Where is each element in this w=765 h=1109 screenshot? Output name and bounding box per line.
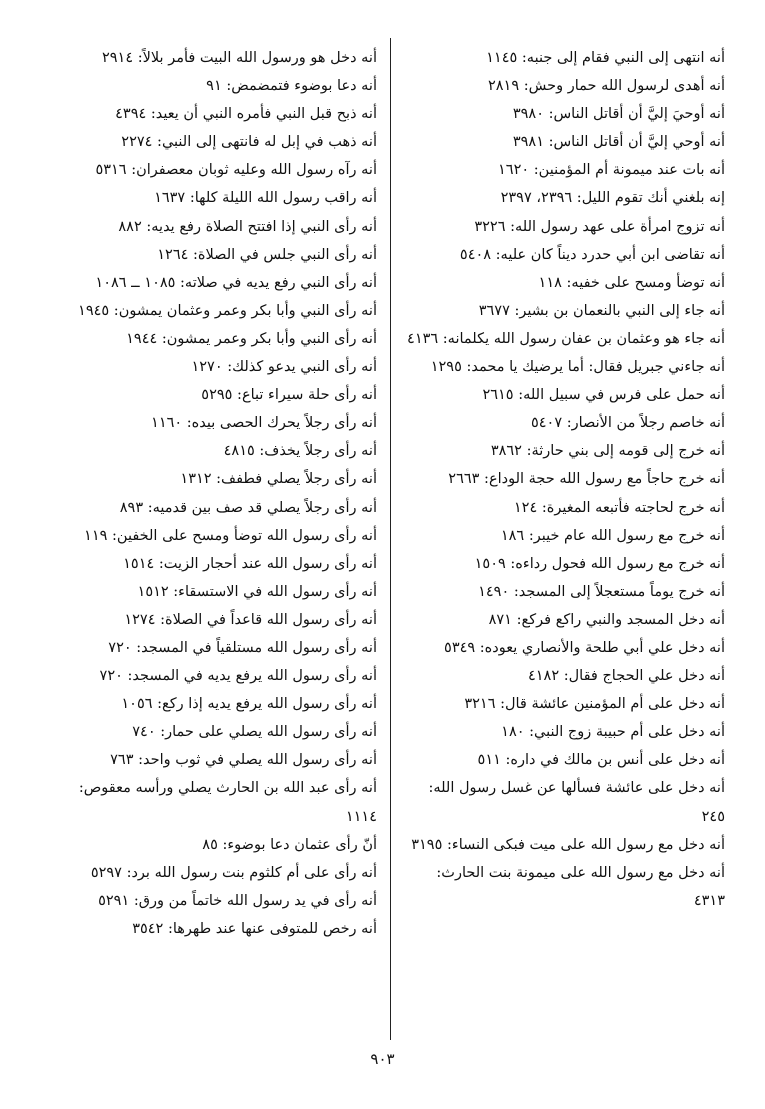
index-entry: أنه رأى رجلاً يصلي فطفف: ١٣١٢ — [180, 471, 377, 488]
index-entry: أنه رأى حلة سيراء تباع: ٥٢٩٥ — [201, 387, 377, 404]
index-entry: أنه دخل مع رسول الله على ميت فبكى النساء: ٣١٩٥ — [411, 836, 725, 853]
index-entry: أنّ رأى عثمان دعا بوضوء: ٨٥ — [202, 836, 377, 853]
index-entry: أنه دخل على عائشة فسألها عن غسل رسول الله: ٢٤٥ — [428, 780, 725, 825]
index-entry: أنه أوحي إليَّ أن أقاتل الناس: ٣٩٨١ — [512, 134, 725, 151]
index-entry: أنه رخص للمتوفى عنها عند طهرها: ٣٥٤٢ — [132, 920, 377, 937]
index-entry: أنه خرج إلى قومه إلى بني حارثة: ٣٨٦٢ — [490, 443, 725, 460]
index-entry: أنه رأى رجلاً يحرك الحصى بيده: ١١٦٠ — [151, 415, 377, 432]
index-entry: أنه رأى عبد الله بن الحارث يصلي ورأسه معقوص: ١١١٤ — [78, 780, 377, 825]
index-entry: أنه توضأ ومسح على خفيه: ١١٨ — [538, 274, 725, 291]
index-entry: أنه رأى رسول الله في الاستسقاء: ١٥١٢ — [137, 583, 377, 600]
index-entry: أنه دخل مع رسول الله على ميمونة بنت الحارث: ٤٣١٣ — [436, 864, 725, 909]
column-divider — [390, 38, 391, 1040]
index-entry: أنه دخل على أنس بن مالك في داره: ٥١١ — [477, 752, 725, 769]
index-entry: أنه خرج حاجاً مع رسول الله حجة الوداع: ٢٦٦٣ — [448, 471, 725, 488]
index-entry: أنه رأى رسول الله يرفع يديه في المسجد: ٧٢٠ — [99, 668, 377, 685]
index-entry: أنه رأى النبي رفع يديه في صلاته: ١٠٨٥ ــ ١٠٨٦ — [95, 274, 377, 291]
index-entry: أنه رأى رسول الله قاعداً في الصلاة: ١٢٧٤ — [124, 611, 377, 628]
index-entry: أنه رأى رسول الله يرفع يديه إذا ركع: ١٠٥٦ — [121, 696, 377, 713]
index-entry: أنه رآه رسول الله وعليه ثوبان معصفران: ٥٣١٦ — [95, 162, 377, 179]
index-entry: أنه جاءني جبريل فقال: أما يرضيك يا محمد: ١٢٩٥ — [430, 359, 725, 376]
index-entry: أنه رأى رجلاً يصلي قد صف بين قدميه: ٨٩٣ — [119, 499, 377, 516]
index-entry: أنه رأى النبي جلس في الصلاة: ١٢٦٤ — [157, 246, 377, 263]
index-entry: أنه دخل على أم حبيبة زوج النبي: ١٨٠ — [501, 724, 725, 741]
index-entry: أنه رأى رجلاً يخذف: ٤٨١٥ — [223, 443, 377, 460]
index-entry: أنه رأى رسول الله عند أحجار الزيت: ١٥١٤ — [123, 555, 377, 572]
index-entry: أنه انتهى إلى النبي فقام إلى جنبه: ١١٤٥ — [486, 50, 725, 66]
index-entry: أنه رأى رسول الله يصلي على حمار: ٧٤٠ — [132, 724, 377, 741]
index-entry: أنه رأى رسول الله يصلي في ثوب واحد: ٧٦٣ — [110, 752, 377, 769]
index-entry: أنه دخل علي الحجاج فقال: ٤١٨٢ — [527, 668, 725, 685]
index-entry: أنه خرج لحاجته فأتبعه المغيرة: ١٢٤ — [513, 499, 725, 516]
index-entry: أنه دخل المسجد والنبي راكع فركع: ٨٧١ — [488, 611, 725, 628]
index-entry: أنه دخل على أم المؤمنين عائشة قال: ٣٢١٦ — [464, 696, 725, 713]
index-entry: أنه رأى رسول الله توضأ ومسح على الخفين: ١١٩ — [84, 527, 377, 544]
index-entry: أنه ذهب في إبل له فانتهى إلى النبي: ٢٢٧٤ — [121, 134, 377, 151]
index-entry: أنه رأى رسول الله مستلقياً في المسجد: ٧٢٠ — [108, 639, 377, 656]
index-entry: أنه خرج مع رسول الله عام خيبر: ١٨٦ — [500, 527, 725, 544]
index-entry: أنه دخل هو ورسول الله البيت فأمر بلالاً: ٢٩١٤ — [101, 50, 377, 66]
index-entry: أنه خاصم رجلاً من الأنصار: ٥٤٠٧ — [530, 415, 725, 432]
index-entry: أنه بات عند ميمونة أم المؤمنين: ١٦٢٠ — [498, 162, 725, 179]
index-entry: أنه تزوج امرأة على عهد رسول الله: ٣٢٢٦ — [474, 218, 725, 235]
index-entry: أنه حمل على فرس في سبيل الله: ٢٦١٥ — [482, 387, 725, 404]
index-entry: أنه رأى النبي وأبا بكر وعمر وعثمان يمشون: ١٩٤٥ — [78, 302, 377, 319]
left-column — [72, 44, 377, 943]
index-entry: أنه جاء هو وعثمان بن عفان رسول الله يكلمانه: ٤١٣٦ — [407, 330, 725, 347]
index-entry: أنه دخل علي أبي طلحة والأنصاري يعوده: ٥٣٤٩ — [444, 639, 725, 656]
index-entry: أنه دعا بوضوء فتمضمض: ٩١ — [206, 78, 377, 95]
index-entry: أنه خرج مع رسول الله فحول رداءه: ١٥٠٩ — [474, 555, 725, 572]
index-entry: أنه رأى النبي يدعو كذلك: ١٢٧٠ — [191, 359, 377, 376]
index-entry: أنه تقاضى ابن أبي حدرد ديناً كان عليه: ٥٤٠٨ — [459, 246, 725, 263]
page-number: ٩٠٣ — [370, 1050, 395, 1068]
index-entry: أنه رأى النبي وأبا بكر وعمر يمشون: ١٩٤٤ — [126, 330, 377, 347]
index-entry: أنه ذبح قبل النبي فأمره النبي أن يعيد: ٤٣٩٤ — [115, 106, 377, 123]
index-entry: أنه جاء إلى النبي بالنعمان بن بشير: ٣٦٧٧ — [478, 302, 725, 319]
index-entry: أنه رأى على أم كلثوم بنت رسول الله برد: ٥٢٩٧ — [90, 864, 377, 881]
index-entry: أنه خرج يوماً مستعجلاً إلى المسجد: ١٤٩٠ — [478, 583, 725, 600]
right-column — [405, 44, 725, 915]
index-entry: أنه راقب رسول الله الليلة كلها: ١٦٣٧ — [154, 190, 377, 207]
index-entry: أنه رأى في يد رسول الله خاتماً من ورق: ٥٢٩١ — [98, 892, 377, 909]
index-entry: أنه أوحيَ إليَّ أن أقاتل الناس: ٣٩٨٠ — [512, 106, 725, 123]
index-entry: أنه أهدى لرسول الله حمار وحش: ٢٨١٩ — [487, 78, 725, 95]
index-entry: إنه بلغني أنك تقوم الليل: ٢٣٩٦، ٢٣٩٧ — [500, 190, 725, 207]
index-entry: أنه رأى النبي إذا افتتح الصلاة رفع يديه: ٨٨٢ — [118, 218, 377, 235]
